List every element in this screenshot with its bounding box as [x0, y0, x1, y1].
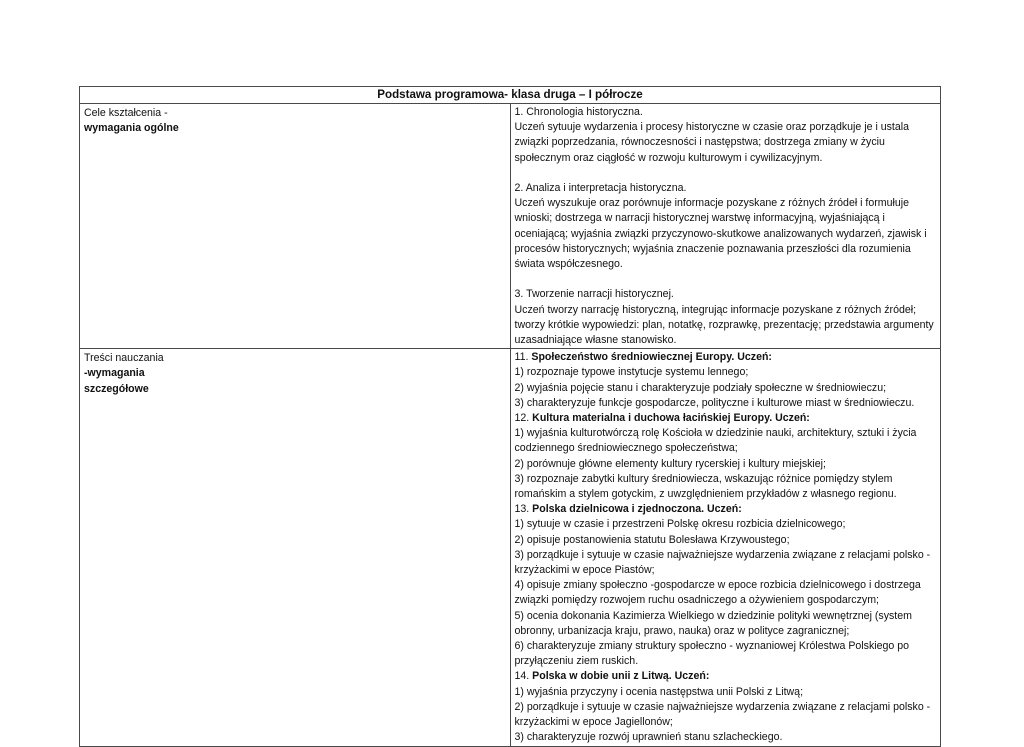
list-item: 1) wyjaśnia kulturotwórczą rolę Kościoła w dziedzinie nauki, architektury, sztuki i życia codziennego średniowiecznego społeczeństwa;: [514, 427, 917, 455]
list-item: 2) wyjaśnia pojęcie stanu i charakteryzuje podziały społeczne w średniowieczu;: [514, 381, 887, 394]
section-11-heading: [515, 350, 937, 365]
list-item: 1) rozpoznaje typowe instytucje systemu lennego;: [514, 366, 749, 379]
section-12-heading: [515, 411, 937, 426]
goal-1-text: Uczeń sytuuje wydarzenia i procesy historyczne w czasie oraz porządkuje je i ustala związki poprzedzania, równoczesności i następstwa; dostrzega zmiany w życiu społecznym oraz ciągłość w rozwoju kulturowym i cywilizacyjnym.: [514, 121, 910, 164]
goal-1-heading: 1. Chronologia historyczna.: [514, 106, 643, 118]
goal-2-text: Uczeń wyszukuje oraz porównuje informacje pozyskane z różnych źródeł i formułuje wnioski; dostrzega w narracji historycznej warstwę informacyjną, wyjaśniającą i oceniającą; wyjaśnia związki przyczynowo-skutkowe analizowanych wydarzeń, zjawisk i procesów historycznych; wyjaśnia znaczenie poznawania przeszłości dla rozumienia świata współczesnego.: [514, 197, 927, 271]
list-item: 4) opisuje zmiany społeczno -gospodarcze w epoce rozbicia dzielnicowego i dostrzega związki pomiędzy rozwojem ruchu osadniczego a ożywieniem gospodarczym;: [514, 579, 921, 607]
section-title: Polska dzielnicowa i zjednoczona. Uczeń:: [532, 503, 742, 516]
content-details-cell: [510, 349, 941, 746]
curriculum-table: [79, 86, 941, 747]
section-13-heading: [515, 502, 937, 517]
title-row: [80, 87, 941, 104]
spacer: [515, 166, 937, 181]
section-number: 14.: [514, 670, 533, 683]
list-item: 2) porównuje główne elementy kultury rycerskiej i kultury miejskiej;: [514, 457, 826, 470]
goal-3-text: Uczeń tworzy narrację historyczną, integrując informacje pozyskane z różnych źródeł; tworzy krótkie wypowiedzi: plan, notatkę, rozprawkę, prezentację; przedstawia argumenty uzasadniające własne stanowisko.: [514, 303, 934, 347]
section-number: 11.: [514, 351, 532, 364]
content-row: [80, 349, 941, 746]
goal-2-heading: 2. Analiza i interpretacja historyczna.: [514, 182, 687, 194]
list-item: 3) charakteryzuje rozwój uprawnień stanu szlacheckiego.: [514, 731, 783, 744]
content-label-line1: Treści nauczania: [84, 352, 164, 365]
goal-3-heading: 3. Tworzenie narracji historycznej.: [514, 288, 674, 301]
list-item: 1) sytuuje w czasie i przestrzeni Polskę okresu rozbicia dzielnicowego;: [514, 518, 846, 531]
list-item: 2) porządkuje i sytuuje w czasie najważniejsze wydarzenia związane z relacjami polsko - krzyżackimi w epoce Jagiellonów;: [514, 700, 931, 729]
list-item: 3) charakteryzuje funkcje gospodarcze, polityczne i kulturowe miast w średniowieczu.: [514, 396, 915, 409]
goals-row: [80, 104, 941, 349]
list-item: 5) ocenia dokonania Kazimierza Wielkiego w dziedzinie polityki wewnętrznej (system obronny, urbanizacja kraju, prawo, nauka) oraz w polityce zagranicznej;: [514, 609, 912, 637]
section-title: Kultura materialna i duchowa łacińskiej Europy. Uczeń:: [532, 412, 810, 425]
list-item: 3) rozpoznaje zabytki kultury średniowiecza, wskazując różnice pomiędzy stylem romańskim a stylem gotyckim, z uwzględnieniem przykładów z własnego regionu.: [514, 472, 897, 501]
list-item: 1) wyjaśnia przyczyny i ocenia następstwa unii Polski z Litwą;: [514, 685, 804, 698]
content-label-line2: -wymagania: [84, 367, 145, 380]
goals-content-cell: [510, 104, 941, 349]
spacer: [515, 272, 937, 287]
section-14-heading: [515, 669, 937, 684]
goals-label-cell: [80, 104, 511, 349]
table-title: Podstawa programowa- klasa druga – I półrocze: [80, 87, 941, 104]
section-number: 13.: [514, 503, 533, 516]
content-label-cell: [80, 349, 511, 746]
section-title: Polska w dobie unii z Litwą. Uczeń:: [532, 670, 710, 683]
section-title: Społeczeństwo średniowiecznej Europy. Uczeń:: [531, 351, 772, 364]
content-label-line3: szczegółowe: [84, 382, 149, 395]
goals-label-line2: wymagania ogólne: [84, 122, 179, 135]
list-item: 6) charakteryzuje zmiany struktury społeczno - wyznaniowej Królestwa Polskiego po przyłączeniu ziem ruskich.: [514, 640, 909, 668]
goals-label-line1: Cele kształcenia -: [84, 107, 168, 119]
list-item: 3) porządkuje i sytuuje w czasie najważniejsze wydarzenia związane z relacjami polsko - krzyżackimi w epoce Piastów;: [514, 548, 931, 577]
list-item: 2) opisuje postanowienia statutu Bolesława Krzywoustego;: [514, 533, 790, 546]
section-number: 12.: [514, 412, 533, 425]
